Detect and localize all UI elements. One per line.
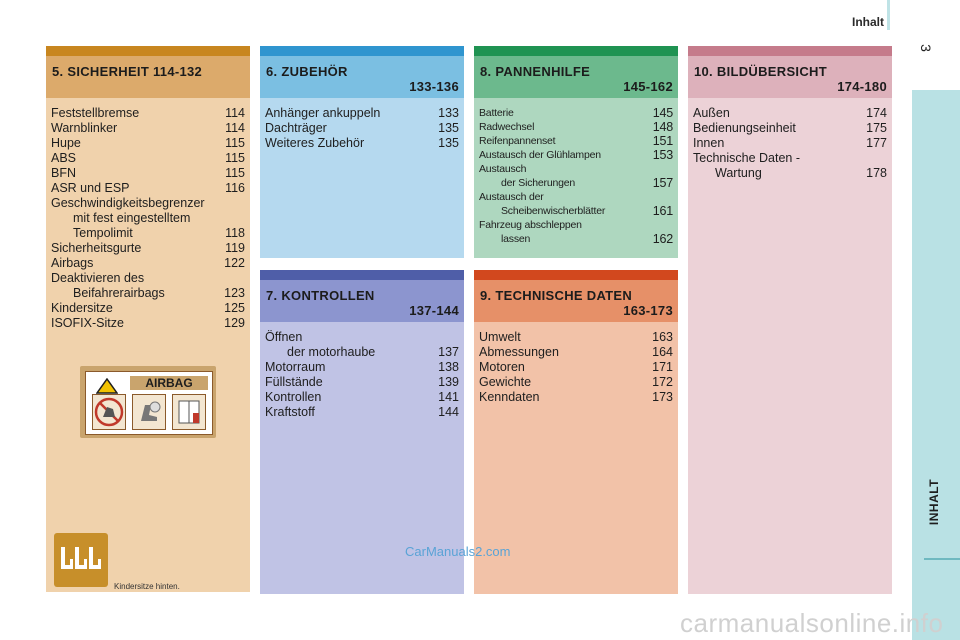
toc-entry-page: 157 bbox=[652, 176, 673, 190]
toc-entry-page: 145 bbox=[652, 106, 673, 120]
toc-entry-page: 173 bbox=[652, 390, 673, 404]
toc-entry[interactable] bbox=[265, 360, 459, 375]
toc-entry-page: 115 bbox=[225, 136, 245, 150]
toc-entry-label: Warnblinker bbox=[51, 121, 118, 135]
page-header-title: Inhalt bbox=[852, 15, 884, 29]
toc-entry-page: 174 bbox=[866, 106, 887, 120]
entry-list bbox=[474, 98, 678, 246]
toc-entry[interactable] bbox=[51, 286, 245, 301]
toc-entry[interactable] bbox=[479, 148, 673, 162]
toc-entry[interactable] bbox=[479, 345, 673, 360]
toc-entry[interactable] bbox=[51, 196, 245, 211]
toc-entry-page: 118 bbox=[225, 226, 245, 240]
toc-entry-label: Austausch der bbox=[479, 191, 544, 203]
section-body bbox=[474, 98, 678, 258]
toc-entry[interactable] bbox=[479, 360, 673, 375]
toc-entry[interactable] bbox=[479, 218, 673, 232]
section-pannenhilfe bbox=[474, 46, 678, 258]
toc-entry[interactable] bbox=[51, 136, 245, 151]
toc-entry[interactable] bbox=[479, 176, 673, 190]
section-color-bar bbox=[46, 46, 250, 56]
section-page-range: 133-136 bbox=[409, 79, 459, 94]
toc-entry-label: Öffnen bbox=[265, 330, 303, 344]
toc-entry[interactable] bbox=[265, 405, 459, 420]
toc-entry-page: 135 bbox=[438, 136, 459, 150]
toc-entry-page: 116 bbox=[225, 181, 245, 195]
toc-entry-page: 114 bbox=[225, 106, 245, 120]
toc-entry-label: Dachträger bbox=[265, 121, 327, 135]
toc-entry-label: Hupe bbox=[51, 136, 81, 150]
toc-entry-label: Fahrzeug abschleppen bbox=[479, 219, 582, 231]
toc-entry-page: 172 bbox=[652, 375, 673, 389]
toc-entry-label: Radwechsel bbox=[479, 121, 535, 133]
toc-entry-page: 115 bbox=[225, 166, 245, 180]
toc-entry-page: 151 bbox=[652, 134, 673, 148]
read-manual-icon bbox=[172, 394, 206, 430]
toc-entry-page: 162 bbox=[652, 232, 673, 246]
section-color-bar bbox=[260, 46, 464, 56]
toc-entry-label: Technische Daten - bbox=[693, 151, 801, 165]
toc-entry-page: 138 bbox=[438, 360, 459, 374]
toc-entry[interactable] bbox=[265, 345, 459, 360]
toc-entry[interactable] bbox=[479, 390, 673, 405]
entry-list bbox=[688, 98, 892, 181]
toc-entry[interactable] bbox=[479, 204, 673, 218]
toc-entry-page: 139 bbox=[438, 375, 459, 389]
toc-entry-page: 171 bbox=[652, 360, 673, 374]
toc-entry-label: Gewichte bbox=[479, 375, 532, 389]
toc-entry-label: Innen bbox=[693, 136, 725, 150]
toc-entry[interactable] bbox=[265, 330, 459, 345]
toc-entry-label: Scheibenwischerblätter bbox=[501, 205, 606, 217]
child-seat-airbag-icon bbox=[132, 394, 166, 430]
airbag-warning-label bbox=[80, 366, 216, 438]
toc-entry[interactable] bbox=[479, 190, 673, 204]
toc-entry-page: 163 bbox=[652, 330, 673, 344]
section-header bbox=[260, 56, 464, 98]
side-tab-label: INHALT bbox=[927, 478, 941, 526]
section-body bbox=[260, 98, 464, 258]
airbag-label-inner bbox=[85, 371, 213, 435]
toc-entry[interactable] bbox=[479, 120, 673, 134]
toc-entry-label: Kraftstoff bbox=[265, 405, 315, 419]
toc-entry-label: Geschwindigkeitsbegrenzer bbox=[51, 196, 205, 210]
toc-entry[interactable] bbox=[51, 301, 245, 316]
entry-list bbox=[474, 322, 678, 405]
side-tab-line bbox=[924, 558, 960, 560]
toc-entry[interactable] bbox=[51, 211, 245, 226]
toc-entry-page: 148 bbox=[652, 120, 673, 134]
toc-entry-label: Austausch bbox=[479, 163, 527, 175]
toc-entry-label: der motorhaube bbox=[287, 345, 376, 359]
toc-entry-page: 137 bbox=[438, 345, 459, 359]
toc-entry-page: 144 bbox=[438, 405, 459, 419]
toc-entry[interactable] bbox=[51, 256, 245, 271]
toc-entry[interactable] bbox=[51, 181, 245, 196]
section-title: 10. BILDÜBERSICHT bbox=[694, 64, 827, 79]
section-color-bar bbox=[688, 46, 892, 56]
airbag-label-text: AIRBAG bbox=[130, 376, 208, 390]
section-body bbox=[46, 98, 250, 592]
toc-entry-page: 135 bbox=[438, 121, 459, 135]
toc-entry-label: Austausch der Glühlampen bbox=[479, 149, 601, 161]
toc-entry-page: 177 bbox=[866, 136, 887, 150]
toc-entry-label: Außen bbox=[693, 106, 730, 120]
section-title: 8. PANNENHILFE bbox=[480, 64, 591, 79]
entry-list bbox=[46, 98, 250, 331]
section-header bbox=[474, 56, 678, 98]
rear-child-seats-icon bbox=[54, 533, 108, 587]
toc-entry-label: Umwelt bbox=[479, 330, 521, 344]
toc-entry-label: mit fest eingestelltem bbox=[73, 211, 191, 225]
toc-entry-label: Motorraum bbox=[265, 360, 326, 374]
toc-entry-label: lassen bbox=[501, 233, 531, 245]
toc-entry-label: der Sicherungen bbox=[501, 177, 576, 189]
toc-entry-label: Feststellbremse bbox=[51, 106, 140, 120]
toc-entry[interactable] bbox=[693, 121, 887, 136]
section-color-bar bbox=[474, 46, 678, 56]
section-body bbox=[688, 98, 892, 594]
section-title: 7. KONTROLLEN bbox=[266, 288, 375, 303]
toc-entry[interactable] bbox=[51, 151, 245, 166]
section-color-bar bbox=[260, 270, 464, 280]
section-color-bar bbox=[474, 270, 678, 280]
child-seats-caption: Kindersitze hinten. bbox=[114, 582, 180, 591]
toc-entry-page: 114 bbox=[225, 121, 245, 135]
toc-entry[interactable] bbox=[265, 121, 459, 136]
toc-entry-label: Bedienungseinheit bbox=[693, 121, 796, 135]
toc-entry-label: ABS bbox=[51, 151, 77, 165]
section-zubehoer bbox=[260, 46, 464, 258]
toc-entry[interactable] bbox=[51, 316, 245, 331]
toc-entry-page: 115 bbox=[225, 151, 245, 165]
toc-entry-page: 129 bbox=[224, 316, 245, 330]
toc-entry-page: 178 bbox=[866, 166, 887, 180]
entry-list bbox=[260, 322, 464, 420]
toc-entry[interactable] bbox=[479, 162, 673, 176]
toc-entry-page: 133 bbox=[438, 106, 459, 120]
toc-entry-label: Deaktivieren des bbox=[51, 271, 145, 285]
toc-entry-label: Kindersitze bbox=[51, 301, 113, 315]
toc-entry[interactable] bbox=[51, 271, 245, 286]
carmanuals-watermark: CarManuals2.com bbox=[405, 544, 511, 559]
toc-entry-label: Motoren bbox=[479, 360, 525, 374]
toc-entry-label: Reifenpannenset bbox=[479, 135, 556, 147]
toc-entry[interactable] bbox=[479, 232, 673, 246]
section-page-range: 137-144 bbox=[409, 303, 459, 318]
toc-entry[interactable] bbox=[51, 106, 245, 121]
section-title: 6. ZUBEHÖR bbox=[266, 64, 348, 79]
section-header bbox=[46, 56, 250, 98]
toc-entry-label: BFN bbox=[51, 166, 76, 180]
toc-entry[interactable] bbox=[51, 226, 245, 241]
toc-entry[interactable] bbox=[693, 136, 887, 151]
toc-entry[interactable] bbox=[693, 166, 887, 181]
toc-entry-label: ASR und ESP bbox=[51, 181, 130, 195]
toc-entry[interactable] bbox=[693, 151, 887, 166]
toc-entry[interactable] bbox=[479, 330, 673, 345]
section-title: 9. TECHNISCHE DATEN bbox=[480, 288, 633, 303]
toc-entry-label: Anhänger ankuppeln bbox=[265, 106, 381, 120]
toc-entry[interactable] bbox=[479, 134, 673, 148]
toc-entry-page: 141 bbox=[438, 390, 459, 404]
section-header bbox=[688, 56, 892, 98]
no-rear-facing-seat-icon bbox=[92, 394, 126, 430]
toc-entry-label: Airbags bbox=[51, 256, 94, 270]
section-bilduebersicht bbox=[688, 46, 892, 594]
toc-entry-label: Kenndaten bbox=[479, 390, 540, 404]
toc-entry[interactable] bbox=[265, 106, 459, 121]
toc-entry[interactable] bbox=[51, 121, 245, 136]
section-title: 5. SICHERHEIT 114-132 bbox=[52, 64, 203, 79]
header-rule bbox=[887, 0, 890, 30]
toc-entry-label: Weiteres Zubehör bbox=[265, 136, 365, 150]
section-page-range: 145-162 bbox=[623, 79, 673, 94]
toc-entry-label: ISOFIX-Sitze bbox=[51, 316, 124, 330]
toc-entry-label: Füllstände bbox=[265, 375, 323, 389]
toc-entry[interactable] bbox=[265, 136, 459, 151]
entry-list bbox=[260, 98, 464, 151]
toc-entry-page: 123 bbox=[224, 286, 245, 300]
toc-entry-label: Sicherheitsgurte bbox=[51, 241, 142, 255]
toc-entry[interactable] bbox=[51, 166, 245, 181]
toc-entry-label: Batterie bbox=[479, 107, 514, 119]
toc-entry-label: Wartung bbox=[715, 166, 762, 180]
side-tab-band bbox=[912, 90, 960, 640]
section-header bbox=[260, 280, 464, 322]
site-watermark: carmanualsonline.info bbox=[680, 608, 944, 638]
toc-entry[interactable] bbox=[51, 241, 245, 256]
section-page-range: 174-180 bbox=[837, 79, 887, 94]
toc-entry-page: 164 bbox=[652, 345, 673, 359]
page-number: 3 bbox=[918, 44, 934, 52]
toc-entry-page: 153 bbox=[652, 148, 673, 162]
toc-entry[interactable] bbox=[265, 375, 459, 390]
toc-entry-page: 122 bbox=[224, 256, 245, 270]
toc-entry-page: 125 bbox=[224, 301, 245, 315]
toc-entry-label: Beifahrerairbags bbox=[73, 286, 165, 300]
section-sicherheit bbox=[46, 46, 250, 592]
toc-entry-page: 119 bbox=[225, 241, 245, 255]
toc-entry-page: 175 bbox=[866, 121, 887, 135]
section-header bbox=[474, 280, 678, 322]
toc-entry[interactable] bbox=[265, 390, 459, 405]
toc-entry-label: Kontrollen bbox=[265, 390, 322, 404]
toc-entry[interactable] bbox=[693, 106, 887, 121]
toc-entry-label: Tempolimit bbox=[73, 226, 133, 240]
toc-entry-label: Abmessungen bbox=[479, 345, 559, 359]
toc-entry[interactable] bbox=[479, 106, 673, 120]
toc-entry[interactable] bbox=[479, 375, 673, 390]
section-page-range: 163-173 bbox=[623, 303, 673, 318]
toc-entry-page: 161 bbox=[652, 204, 673, 218]
